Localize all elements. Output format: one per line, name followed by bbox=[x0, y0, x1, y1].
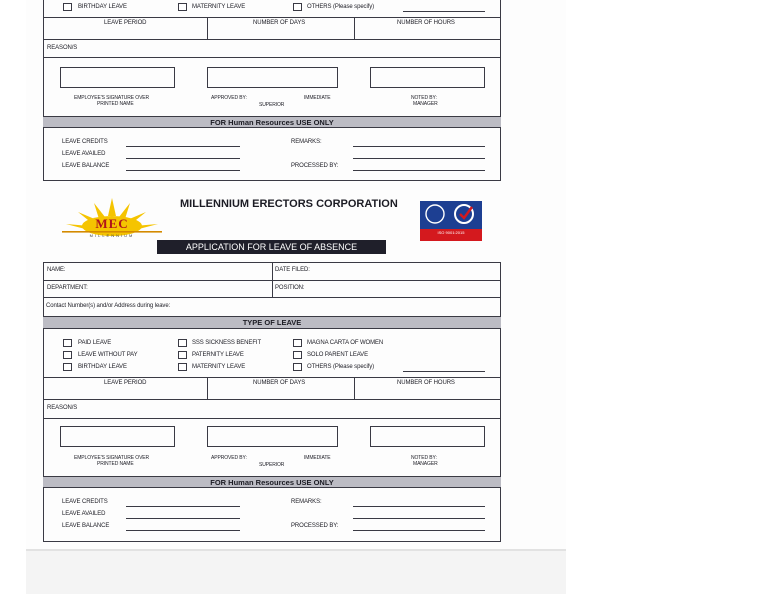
paternity-leave-label: PATERNITY LEAVE bbox=[192, 352, 244, 358]
immediate-label: IMMEDIATE bbox=[304, 95, 331, 101]
department-label: DEPARTMENT: bbox=[47, 285, 88, 291]
border-bottom bbox=[43, 180, 501, 181]
others-label: OTHERS (Please specify) bbox=[307, 4, 375, 10]
type-of-leave-bar bbox=[43, 316, 501, 329]
superior-signature-box-2[interactable] bbox=[207, 426, 338, 447]
rule bbox=[354, 378, 355, 400]
sss-sickness-checkbox[interactable] bbox=[178, 339, 187, 347]
magna-carta-checkbox[interactable] bbox=[293, 339, 302, 347]
form-title: APPLICATION FOR LEAVE OF ABSENCE bbox=[157, 240, 386, 254]
maternity-leave-label: MATERNITY LEAVE bbox=[192, 4, 246, 10]
rule bbox=[353, 506, 485, 507]
paper-fold bbox=[26, 549, 566, 551]
leave-balance-label: LEAVE BALANCE bbox=[62, 163, 110, 169]
paid-leave-checkbox[interactable] bbox=[63, 339, 72, 347]
others-specify-line bbox=[403, 11, 485, 12]
contact-label: Contact Number(s) and/or Address during leave: bbox=[46, 303, 171, 309]
others-specify-line-2 bbox=[403, 371, 485, 372]
leave-period-label: LEAVE PERIOD bbox=[104, 20, 147, 26]
company-logo bbox=[60, 198, 164, 242]
approved-label: APPROVED BY: bbox=[211, 95, 247, 101]
rule bbox=[43, 17, 501, 18]
reasons-label-2: REASON/S bbox=[47, 405, 78, 411]
rule bbox=[43, 57, 501, 58]
leave-period-label-2: LEAVE PERIOD bbox=[104, 380, 147, 386]
position-label: POSITION: bbox=[275, 285, 305, 291]
paternity-leave-checkbox[interactable] bbox=[178, 351, 187, 359]
iso-cert-logo bbox=[420, 201, 482, 241]
rule bbox=[43, 399, 501, 400]
name-label: NAME: bbox=[47, 267, 66, 273]
leave-balance-label-2: LEAVE BALANCE bbox=[62, 523, 110, 529]
rule bbox=[354, 18, 355, 40]
date-filed-label: DATE FILED: bbox=[275, 267, 310, 273]
days-label: NUMBER OF DAYS bbox=[253, 20, 306, 26]
manager-label: MANAGER bbox=[413, 101, 438, 107]
days-label-2: NUMBER OF DAYS bbox=[253, 380, 306, 386]
rule bbox=[207, 378, 208, 400]
maternity-leave-checkbox[interactable] bbox=[178, 3, 187, 11]
rule bbox=[353, 170, 485, 171]
leave-availed-label: LEAVE AVAILED bbox=[62, 151, 106, 157]
rule bbox=[126, 146, 240, 147]
solo-parent-label: SOLO PARENT LEAVE bbox=[307, 352, 368, 358]
hours-label: NUMBER OF HOURS bbox=[397, 20, 455, 26]
rule bbox=[353, 530, 485, 531]
logo-subtext: MILLENNIUM bbox=[89, 233, 135, 238]
rule bbox=[126, 518, 240, 519]
magna-carta-label: MAGNA CARTA OF WOMEN bbox=[307, 340, 384, 346]
logo-text: MEC bbox=[95, 216, 129, 231]
solo-parent-checkbox[interactable] bbox=[293, 351, 302, 359]
hr-section-bar-2 bbox=[43, 476, 501, 488]
hr-section-bar bbox=[43, 116, 501, 128]
rule bbox=[126, 530, 240, 531]
rule bbox=[43, 280, 501, 281]
approved-label-2: APPROVED BY: bbox=[211, 455, 247, 461]
sss-sickness-label: SSS SICKNESS BENEFIT bbox=[192, 340, 262, 346]
border-left bbox=[43, 0, 44, 181]
rule bbox=[43, 377, 501, 378]
paid-leave-label: PAID LEAVE bbox=[78, 340, 112, 346]
rule bbox=[43, 418, 501, 419]
border-right bbox=[500, 0, 501, 181]
employee-signature-box[interactable] bbox=[60, 67, 175, 88]
leave-without-pay-label: LEAVE WITHOUT PAY bbox=[78, 352, 138, 358]
manager-label-2: MANAGER bbox=[413, 461, 438, 467]
hr-section-title: FOR Human Resources USE ONLY bbox=[210, 118, 334, 127]
noted-label: NOTED BY: bbox=[411, 95, 437, 101]
rule bbox=[126, 158, 240, 159]
others-label-2: OTHERS (Please specify) bbox=[307, 364, 375, 370]
maternity-leave-checkbox-2[interactable] bbox=[178, 363, 187, 371]
immediate-label-2: IMMEDIATE bbox=[304, 455, 331, 461]
superior-signature-box[interactable] bbox=[207, 67, 338, 88]
birthday-leave-checkbox-2[interactable] bbox=[63, 363, 72, 371]
others-checkbox[interactable] bbox=[293, 3, 302, 11]
reasons-label: REASON/S bbox=[47, 45, 78, 51]
hr-section-title-2: FOR Human Resources USE ONLY bbox=[210, 478, 334, 487]
rule bbox=[126, 170, 240, 171]
noted-label-2: NOTED BY: bbox=[411, 455, 437, 461]
others-checkbox-2[interactable] bbox=[293, 363, 302, 371]
iso-badge-icon bbox=[420, 201, 482, 241]
manager-signature-box[interactable] bbox=[370, 67, 485, 88]
rule bbox=[353, 158, 485, 159]
employee-sig-label-2b: PRINTED NAME bbox=[97, 461, 134, 467]
processed-label-2: PROCESSED BY: bbox=[291, 523, 339, 529]
employee-signature-box-2[interactable] bbox=[60, 426, 175, 447]
rule bbox=[43, 39, 501, 40]
hours-label-2: NUMBER OF HOURS bbox=[397, 380, 455, 386]
employee-sig-label-1b: EMPLOYEE'S SIGNATURE OVER bbox=[74, 455, 150, 461]
leave-credits-label: LEAVE CREDITS bbox=[62, 139, 108, 145]
employee-sig-label-2: PRINTED NAME bbox=[97, 101, 134, 107]
company-name: MILLENNIUM ERECTORS CORPORATION bbox=[180, 198, 398, 210]
iso-text: ISO 9001:2015 bbox=[437, 230, 465, 235]
superior-label-2: SUPERIOR bbox=[259, 462, 285, 468]
rule bbox=[43, 297, 501, 298]
maternity-leave-label-2: MATERNITY LEAVE bbox=[192, 364, 246, 370]
type-of-leave-title: TYPE OF LEAVE bbox=[242, 318, 302, 327]
remarks-label: REMARKS: bbox=[291, 139, 322, 145]
leave-availed-label-2: LEAVE AVAILED bbox=[62, 511, 106, 517]
manager-signature-box-2[interactable] bbox=[370, 426, 485, 447]
remarks-label-2: REMARKS: bbox=[291, 499, 322, 505]
birthday-leave-checkbox[interactable] bbox=[63, 3, 72, 11]
leave-credits-label-2: LEAVE CREDITS bbox=[62, 499, 108, 505]
processed-label: PROCESSED BY: bbox=[291, 163, 339, 169]
rule bbox=[353, 518, 485, 519]
birthday-leave-label: BIRTHDAY LEAVE bbox=[78, 4, 127, 10]
leave-without-pay-checkbox[interactable] bbox=[63, 351, 72, 359]
rule bbox=[207, 18, 208, 40]
paper-sheet-lower bbox=[26, 549, 566, 594]
employee-sig-label-1: EMPLOYEE'S SIGNATURE OVER bbox=[74, 95, 150, 101]
rule bbox=[126, 506, 240, 507]
rule bbox=[353, 146, 485, 147]
birthday-leave-label-2: BIRTHDAY LEAVE bbox=[78, 364, 127, 370]
superior-label: SUPERIOR bbox=[259, 102, 285, 108]
